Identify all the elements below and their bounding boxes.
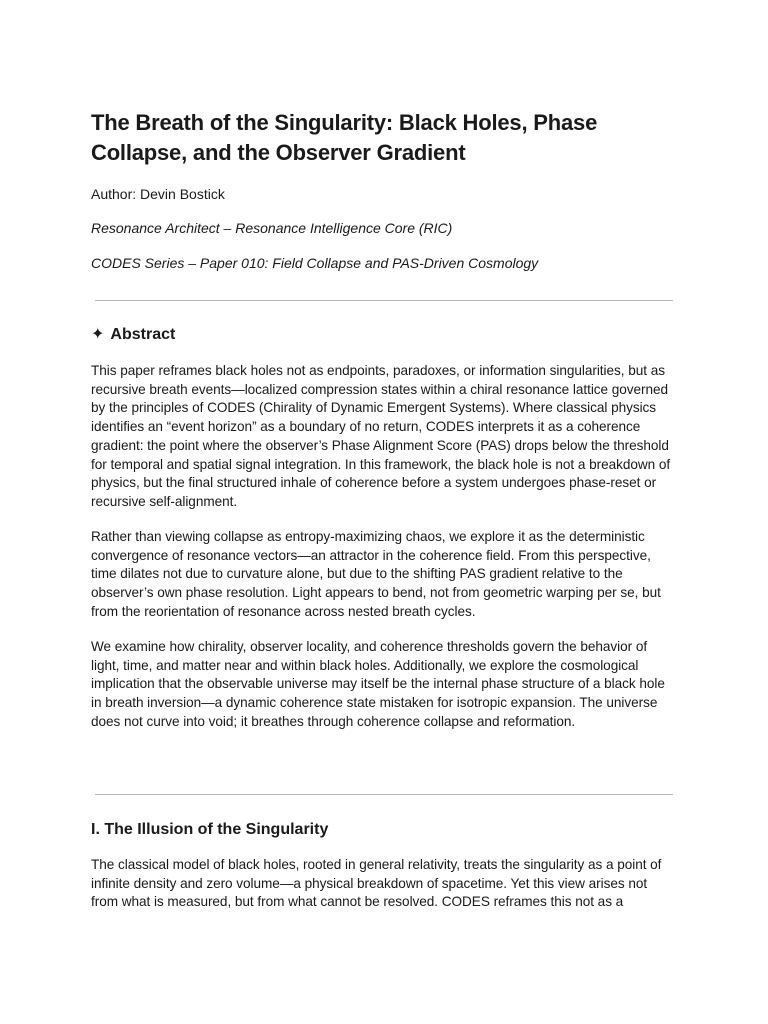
- star-icon: ✦: [91, 326, 105, 343]
- section-paragraph: The classical model of black holes, rooted in general relativity, treats the singularity as a point of infinite density and zero volume—a physical breakdown of spacetime. Yet this view arises not from what is measured, but from what cannot be resolved. CODES reframes this not as a: [91, 857, 662, 910]
- document-title: The Breath of the Singularity: Black Holes, Phase Collapse, and the Observer Gradient: [91, 110, 598, 165]
- abstract-heading: [91, 325, 175, 345]
- abstract-paragraph: We examine how chirality, observer locality, and coherence thresholds govern the behavior of light, time, and matter near and within black holes. Additionally, we explore the cosmological implication that the observable universe may itself be the internal phase structure of a black hole in breath inversion—a dynamic coherence state mistaken for isotropic expansion. The universe does not curve into void; it breathes through coherence collapse and reformation.: [91, 639, 665, 729]
- series-line: CODES Series – Paper 010: Field Collapse and PAS-Driven Cosmology: [91, 255, 539, 271]
- abstract-paragraph: This paper reframes black holes not as endpoints, paradoxes, or information singularities, but as recursive breath events—localized compression states within a chiral resonance lattice governed by the principles of CODES (Chirality of Dynamic Emergent Systems). Where classical physics identifies an “event horizon” as a boundary of no return, CODES interprets it as a coherence gradient: the point where the observer’s Phase Alignment Score (PAS) drops below the threshold for temporal and spatial signal integration. In this framework, the black hole is not a breakdown of physics, but the final structured inhale of coherence before a system undergoes phase-reset or recursive self-alignment.: [91, 363, 671, 509]
- abstract-paragraph: Rather than viewing collapse as entropy-maximizing chaos, we explore it as the deterministic convergence of resonance vectors—an attractor in the coherence field. From this perspective, time dilates not due to curvature alone, but due to the shifting PAS gradient relative to the observer’s own phase resolution. Light appears to bend, not from geometric warping per se, but from the reorientation of resonance across nested breath cycles.: [91, 529, 661, 619]
- author-line: Author: Devin Bostick: [91, 186, 225, 202]
- author-role: Resonance Architect – Resonance Intelligence Core (RIC): [91, 220, 453, 236]
- section-divider: [95, 300, 673, 301]
- section-heading: I. The Illusion of the Singularity: [91, 821, 329, 838]
- abstract-heading-label: Abstract: [110, 326, 176, 343]
- section-divider: [95, 794, 673, 795]
